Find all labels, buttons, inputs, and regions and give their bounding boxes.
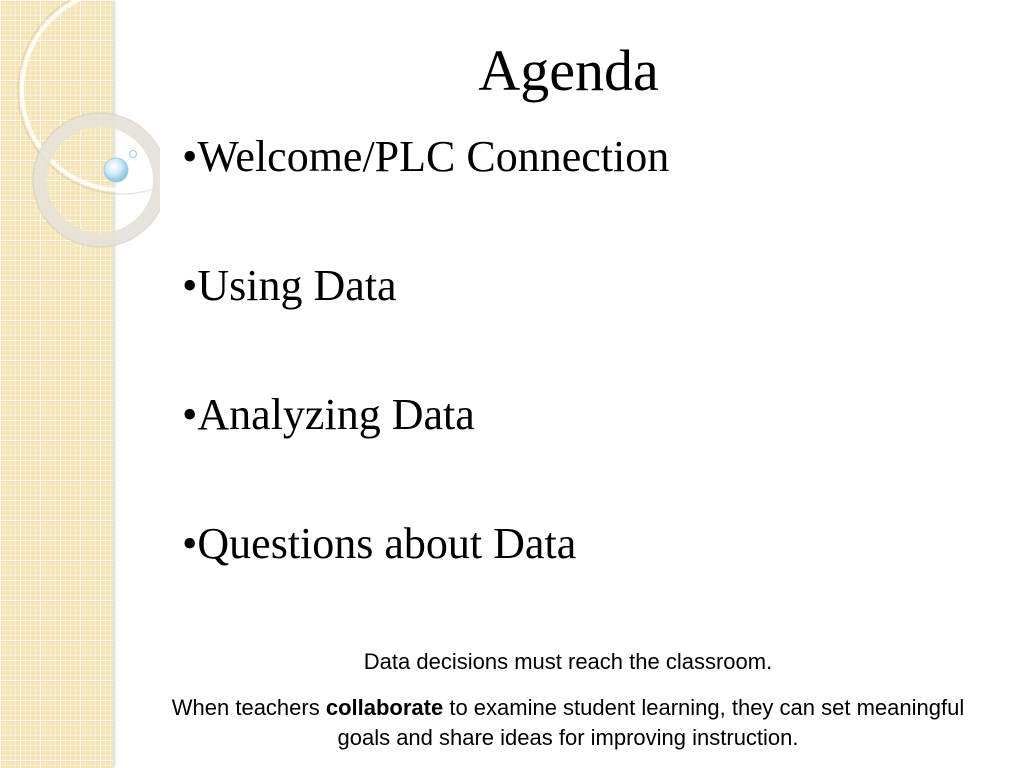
footer-note: Data decisions must reach the classroom. (363, 649, 773, 674)
agenda-item-text: Using Data (197, 261, 397, 310)
agenda-item-text: Analyzing Data (197, 390, 475, 439)
agenda-item-text: Questions about Data (197, 519, 577, 568)
bullet-marker: • (182, 519, 198, 568)
bullet-marker: • (182, 132, 198, 181)
footer-quote-start: When teachers (171, 695, 326, 720)
medium-ring (40, 120, 160, 240)
agenda-item (182, 386, 669, 515)
bubble-large (104, 158, 128, 182)
bubble-small (130, 151, 137, 158)
agenda-item (182, 128, 669, 257)
bullet-marker: • (182, 390, 198, 439)
footer-quote-emphasis: collaborate (325, 695, 444, 720)
bullet-marker: • (182, 261, 198, 310)
agenda-item-text: Welcome/PLC Connection (197, 132, 670, 181)
agenda-list (182, 128, 669, 644)
footer-quote-end: to examine student learning, they can set meaningful goals and share ideas for improving instruction. (337, 695, 965, 750)
footer-quote (150, 693, 986, 753)
agenda-item (182, 515, 669, 644)
agenda-item (182, 257, 669, 386)
slide-title: Agenda (478, 38, 659, 103)
